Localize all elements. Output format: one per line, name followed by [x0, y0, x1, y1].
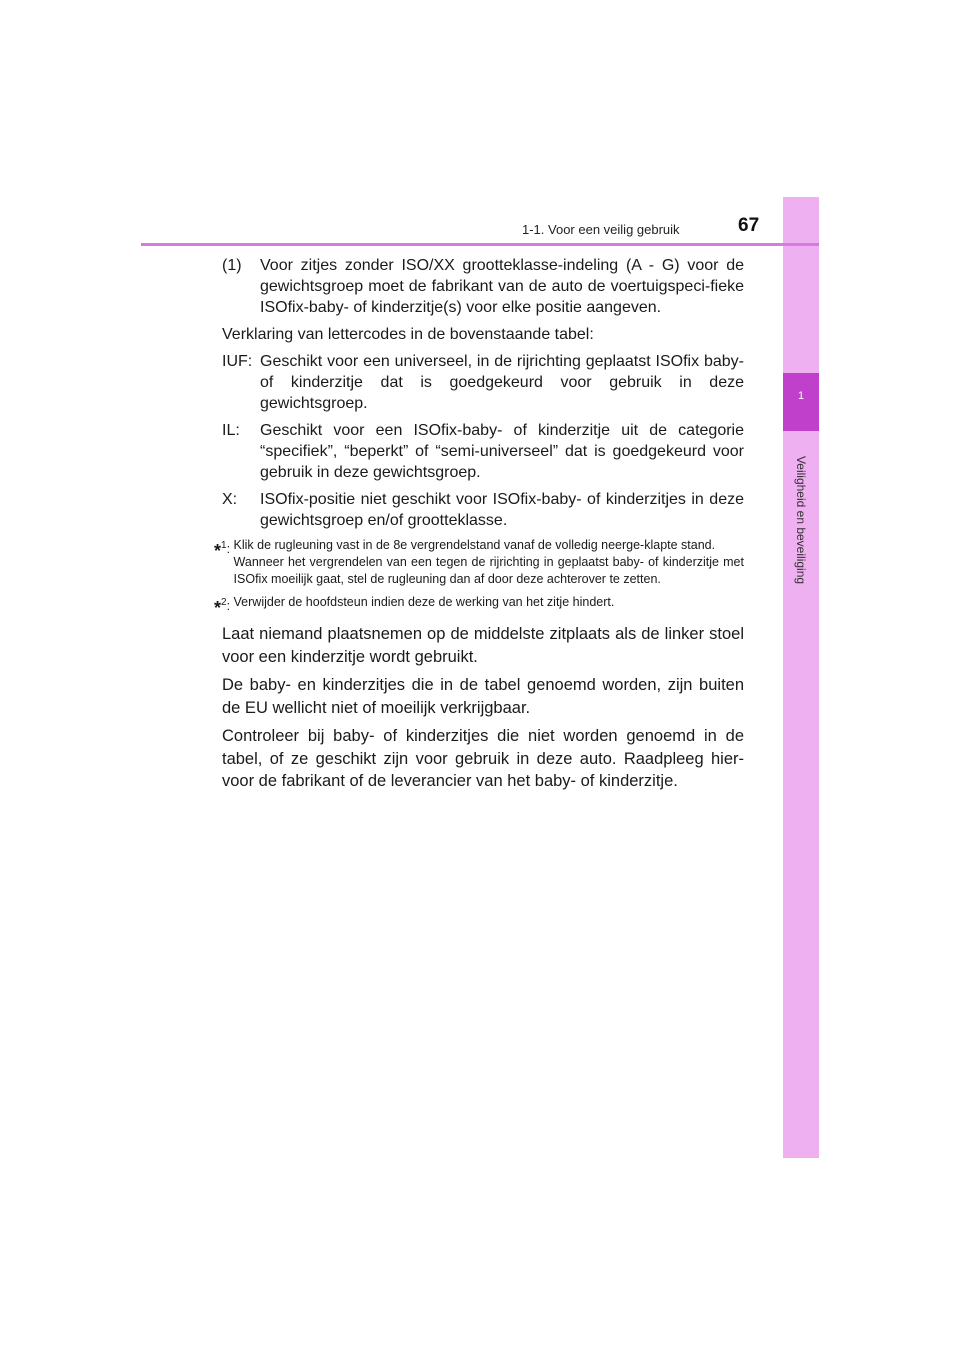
- legend-text: Geschikt voor een ISOfix-baby- of kinderzitje uit de categorie “specifiek”, “beperkt” of “semi-universeel” dat is goedgekeurd voor gebruik in deze gewichtsgroep.: [260, 422, 744, 481]
- footnote-body: [234, 594, 744, 617]
- chapter-title: Veiligheid en beveiliging: [794, 455, 808, 585]
- footnote-marker: *$^2$:: [214, 597, 234, 619]
- page-number: 67: [738, 215, 760, 236]
- header-rule: [141, 243, 819, 246]
- footnote-line: Klik de rugleuning vast in de 8e vergrendelstand vanaf de volledig neerge-klapte stand.: [233, 538, 716, 552]
- section-label: 1-1. Voor een veilig gebruik: [522, 222, 680, 237]
- footnote-line: Verwijder de hoofdsteun indien deze de werking van het zitje hindert.: [233, 595, 615, 609]
- paragraph: De baby- en kinderzitjes die in de tabel genoemd worden, zijn buiten de EU wellicht niet of moeilijk verkrijgbaar.: [222, 676, 744, 717]
- legend-entry: [222, 489, 744, 531]
- footnote: [214, 537, 744, 588]
- chapter-side-tab: [783, 197, 819, 1158]
- chapter-active-marker: [783, 373, 819, 431]
- legend-text: ISOfix-positie niet geschikt voor ISOfix-baby- of kinderzitjes in deze gewichtsgroep en/of grootteklasse.: [260, 491, 744, 529]
- page-content: [214, 255, 744, 799]
- legend-entry: [222, 420, 744, 483]
- footnote: [214, 594, 744, 617]
- item-number: (1): [222, 257, 242, 274]
- paragraph: Laat niemand plaatsnemen op de middelste zitplaats als de linker stoel voor een kinderzitje wordt gebruikt.: [222, 625, 744, 666]
- footnote-body: [234, 537, 744, 588]
- legend-text: Geschikt voor een universeel, in de rijrichting geplaatst ISOfix baby- of kinderzitje dat is goedgekeurd voor gebruik in deze gewichtsgroep.: [260, 353, 744, 412]
- footnote-marker: *$^1$:: [214, 540, 234, 562]
- legend-intro: Verklaring van lettercodes in de bovenstaande tabel:: [222, 326, 594, 343]
- item-text: Voor zitjes zonder ISO/XX grootteklasse-indeling (A - G) voor de gewichtsgroep moet de fabrikant van de auto de voertuigspeci-fieke ISOfix-baby- of kinderzitje(s) voor elke positie aangeven.: [260, 257, 744, 316]
- legend-code: IUF:: [222, 353, 253, 370]
- legend-entry: [222, 351, 744, 414]
- legend-code: IL:: [222, 422, 240, 439]
- footnote-line: Wanneer het vergrendelen van een tegen de rijrichting in geplaatst baby- of kinderzitje met ISOfix moeilijk gaat, stel de rugleuning dan af door deze achterover te zetten.: [233, 555, 744, 586]
- paragraph: Controleer bij baby- of kinderzitjes die niet worden genoemd in de tabel, of ze geschikt zijn voor gebruik in deze auto. Raadpleeg hier-voor de fabrikant of de leverancier van het baby- of kinderzitje.: [222, 727, 744, 791]
- legend-code: X:: [222, 491, 238, 508]
- numbered-item: [222, 255, 744, 318]
- chapter-number: 1: [797, 390, 805, 402]
